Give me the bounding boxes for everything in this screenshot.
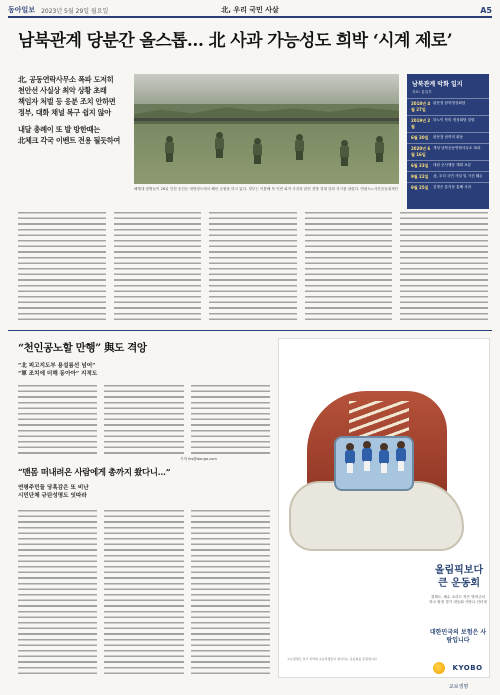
timeline-event: 판문점 남북미 회동 <box>433 135 464 139</box>
timeline-row <box>407 182 489 193</box>
body-column <box>400 212 488 324</box>
body-column <box>191 385 270 457</box>
article2-body <box>18 385 270 457</box>
soldier-figure <box>214 132 224 158</box>
brand-name: KYOBO <box>452 663 483 672</box>
photo-fence <box>134 118 399 121</box>
lead-deck <box>18 74 124 146</box>
deck-line: 내달 총례이 또 발 방한때는 <box>18 125 100 134</box>
soldier-figure <box>164 136 174 162</box>
timeline-event: 김정은 통지문 통해 사과 <box>433 185 472 189</box>
issue-date: 2023년 5월 29일 월요일 <box>41 7 109 15</box>
timeline-row <box>407 98 489 115</box>
article3-headline: “맨몸 떠내려온 사람에게 총까지 쐈다니…” <box>18 467 171 477</box>
timeline-date: 6월 30일 <box>411 135 429 140</box>
ad-fine-print: 교보생명은 전국 지역의 초등학생들이 참여하는 운동회를 후원합니다 <box>287 657 377 661</box>
timeline-date: 2020년 6월 16일 <box>411 146 431 157</box>
timeline-event: 하노이 북미 정상회담 결렬 <box>433 118 475 122</box>
timeline-date: 9월 25일 <box>411 185 429 190</box>
timeline-event: 대남 군사행동 계획 보류 <box>433 163 472 167</box>
body-column <box>18 510 97 675</box>
section-divider <box>8 330 492 331</box>
article3-deck: 연평주민들 당혹감은 또 비난 시민단체 규탄성명도 잇따라 <box>18 485 89 499</box>
child-figure <box>395 441 407 471</box>
article2-deck: “北 피고지도부 용설름선 넘어” “軍 조치에 더해 동아아” 지적도 <box>18 363 98 377</box>
deck-line: 北, 공동연락사무소 폭파 도저히 <box>18 75 114 84</box>
ad-tagline: 대한민국의 보험은 사람입니다 <box>429 629 487 644</box>
timeline-title: 남북관계 악화 일지 <box>412 81 463 88</box>
photo-sky <box>134 74 399 104</box>
child-figure <box>344 443 356 473</box>
kyobo-advertisement <box>278 338 490 690</box>
timeline-row <box>407 160 489 171</box>
body-column <box>18 212 106 324</box>
section-title: 北, 우리 국민 사살 <box>221 6 279 14</box>
page-number: A5 <box>480 5 492 15</box>
deck-line: 천안선 사실상 최악 상황 초래 <box>18 86 107 95</box>
body-column <box>18 385 97 457</box>
timeline-row <box>407 143 489 160</box>
photo-caption: 해병대 장병들이 26일 인천 옹진군 대연평도에서 해안 순찰을 하고 있다. 정부는 이틀째 북 이번 피격 사건과 관련 전방 경계 강화 지시를 내렸다. 연평도=사진공동취재단 <box>134 187 399 191</box>
brand-name-korean: 교보생명 <box>448 684 469 690</box>
body-column <box>191 510 270 675</box>
ad-slogan: 올림픽보다 큰 운동회 <box>434 565 484 589</box>
kyobo-logo-icon <box>433 662 445 674</box>
timeline-event: 개성 남북공동연락사무소 폭파 <box>433 146 481 150</box>
sneaker-illustration <box>289 371 464 581</box>
deck-line: 책임자 처벌 등 응분 조치 안하면 <box>18 97 116 106</box>
timeline-row <box>407 115 489 132</box>
body-column <box>305 212 393 324</box>
soldier-figure <box>294 134 304 160</box>
kyobo-logo <box>429 657 487 695</box>
body-column <box>114 212 202 324</box>
article3-body <box>18 510 270 675</box>
body-column <box>209 212 297 324</box>
soldier-figure <box>339 140 349 166</box>
timeline-box <box>407 74 489 209</box>
deck-line: 정부, 대화 채널 복구 쉽지 않아 <box>18 108 111 117</box>
soldiers-photo <box>134 74 399 184</box>
main-headline: 남북관계 당분간 올스톱… 北 사과 가능성도 희박 ‘시계 제로’ <box>18 31 453 51</box>
ad-copy: 경제도, 배수 소리도 작은 방학주의 학교 원정 경기 대동회 사랑나 인터넷 <box>429 595 487 604</box>
timeline-date: 2018년 4월 27일 <box>411 101 431 112</box>
timeline-row <box>407 132 489 143</box>
masthead <box>8 4 492 18</box>
timeline-source: 자료: 통일부 <box>412 90 432 94</box>
timeline-date: 2019년 2월 <box>411 118 431 129</box>
timeline-date: 6월 23일 <box>411 163 429 168</box>
body-column <box>104 385 183 457</box>
timeline-date: 9월 22일 <box>411 174 429 179</box>
paper-name: 동아일보 <box>8 6 36 14</box>
child-figure <box>378 443 390 473</box>
timeline-event: 北, 우리 국민 사살 및 시신 훼손 <box>433 174 483 178</box>
body-column <box>104 510 183 675</box>
child-figure <box>361 441 373 471</box>
article2-byline: 기자 ihs@donga.com <box>180 457 217 461</box>
timeline-row <box>407 171 489 182</box>
article2-headline: “천인공노할 만행” 與도 격앙 <box>18 342 147 354</box>
soldier-figure <box>252 138 262 164</box>
deck-line: 北체크 각국 이벤트 전용 될듯하여 <box>18 136 121 145</box>
lead-body <box>18 212 488 324</box>
soldier-figure <box>374 136 384 162</box>
timeline-event: 판문점 남북정상회담 <box>433 101 466 105</box>
